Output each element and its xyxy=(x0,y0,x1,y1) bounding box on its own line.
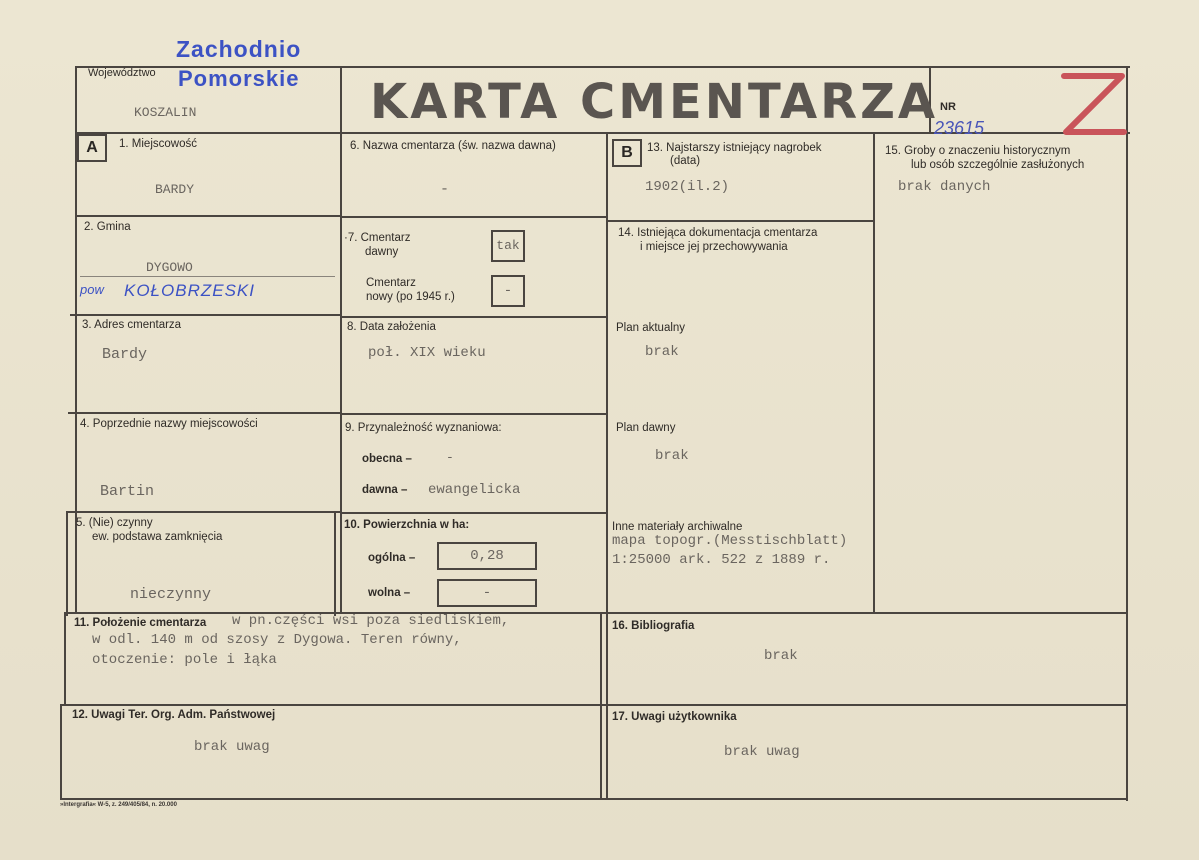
field-15-label-line2: lub osób szczególnie zasłużonych xyxy=(911,159,1085,171)
field-6-label: 6. Nazwa cmentarza (św. nazwa dawna) xyxy=(350,140,556,152)
inne-materialy-line1: mapa topogr.(Messtischblatt) xyxy=(612,533,848,549)
field-4-label: 4. Poprzednie nazwy miejscowości xyxy=(80,418,258,430)
field-2-hand-prefix: pow xyxy=(80,282,104,297)
field-9-dawna-label: dawna – xyxy=(362,484,408,496)
field-11-line3: otoczenie: pole i łąka xyxy=(92,652,277,668)
field-9-dawna-value: ewangelicka xyxy=(428,482,521,498)
field-17-value: brak uwag xyxy=(724,744,800,760)
field-13-label-line2: (data) xyxy=(670,155,701,167)
field-14-label-line2: i miejsce jej przechowywania xyxy=(640,241,788,253)
plan-aktualny-label: Plan aktualny xyxy=(616,322,686,334)
print-info-footer: »Intergrafia« W-5, z. 249/405/84, n. 20.000 xyxy=(60,802,177,808)
wojewodztwo-label: Województwo xyxy=(88,67,156,79)
field-9-obecna-label: obecna – xyxy=(362,453,412,465)
field-1-value: BARDY xyxy=(155,182,195,197)
field-12-label: 12. Uwagi Ter. Org. Adm. Państwowej xyxy=(72,709,276,721)
field-9-obecna-value: - xyxy=(446,450,454,465)
plan-dawny-value: brak xyxy=(655,448,689,464)
grid-line xyxy=(62,704,1128,706)
field-7-nowy-line2: nowy (po 1945 r.) xyxy=(366,291,455,303)
field-3-value: Bardy xyxy=(102,346,148,363)
field-12-value: brak uwag xyxy=(194,739,270,755)
field-6-value: - xyxy=(440,181,450,198)
section-a-marker: A xyxy=(77,134,107,162)
field-8-label: 8. Data założenia xyxy=(347,321,436,333)
field-13-value: 1902(il.2) xyxy=(645,179,730,195)
field-10-wolna-box: - xyxy=(437,579,537,607)
inne-materialy-line2: 1:25000 ark. 522 z 1889 r. xyxy=(612,552,831,568)
grid-line xyxy=(606,132,608,800)
field-11-label: 11. Położenie cmentarza xyxy=(74,617,207,629)
field-17-label: 17. Uwagi użytkownika xyxy=(612,711,737,723)
field-8-value: poł. XIX wieku xyxy=(368,345,486,361)
nr-label: NR xyxy=(940,101,956,113)
field-4-value: Bartin xyxy=(100,483,155,500)
field-16-label: 16. Bibliografia xyxy=(612,620,695,632)
grid-line xyxy=(66,511,68,616)
field-7-label-line1: ·7. Cmentarz xyxy=(344,232,411,244)
field-16-value: brak xyxy=(764,648,798,664)
field-2-value: DYGOWO xyxy=(146,260,193,275)
field-11-line2: w odl. 140 m od szosy z Dygowa. Teren równy, xyxy=(92,632,462,648)
field-10-wolna-label: wolna – xyxy=(368,587,411,599)
category-z-mark xyxy=(1058,70,1128,140)
field-15-label-line1: 15. Groby o znaczeniu historycznym xyxy=(885,145,1071,157)
field-1-label: 1. Miejscowość xyxy=(119,138,197,150)
field-7-nowy-box: - xyxy=(491,275,525,307)
grid-line xyxy=(64,612,66,706)
grid-line xyxy=(340,66,342,614)
wojewodztwo-value: KOSZALIN xyxy=(134,105,197,120)
grid-line xyxy=(873,132,875,614)
field-10-ogolna-label: ogólna – xyxy=(368,552,416,564)
field-7-dawny-box: tak xyxy=(491,230,525,262)
grid-line xyxy=(340,413,608,415)
field-14-label-line1: 14. Istniejąca dokumentacja cmentarza xyxy=(618,227,818,239)
grid-line xyxy=(340,216,608,218)
field-11-line1: w pn.części wsi poza siedliskiem, xyxy=(232,613,510,629)
field-5-value: nieczynny xyxy=(130,586,212,603)
grid-line xyxy=(75,215,341,217)
field-7-nowy-line1: Cmentarz xyxy=(366,277,416,289)
field-15-value: brak danych xyxy=(898,179,991,195)
grid-line xyxy=(340,316,608,318)
field-2-label: 2. Gmina xyxy=(84,221,131,233)
plan-aktualny-value: brak xyxy=(645,344,679,360)
grid-line xyxy=(60,798,1128,800)
field-13-label-line1: 13. Najstarszy istniejący nagrobek xyxy=(647,142,822,154)
field-9-label: 9. Przynależność wyznaniowa: xyxy=(345,422,502,434)
region-stamp-line1: Zachodnio xyxy=(176,36,302,62)
section-b-marker: B xyxy=(612,139,642,167)
field-10-ogolna-box: 0,28 xyxy=(437,542,537,570)
plan-dawny-label: Plan dawny xyxy=(616,422,676,434)
grid-line xyxy=(340,512,608,514)
grid-line xyxy=(600,612,602,800)
grid-line xyxy=(1126,66,1128,801)
field-5-label-line2: ew. podstawa zamknięcia xyxy=(92,531,223,543)
inne-materialy-label: Inne materiały archiwalne xyxy=(612,521,743,533)
grid-line xyxy=(64,612,1128,614)
grid-line xyxy=(60,704,62,800)
field-10-label: 10. Powierzchnia w ha: xyxy=(344,519,470,531)
field-2-hand-value: KOŁOBRZESKI xyxy=(124,281,255,300)
nr-value: 23615 xyxy=(934,118,985,138)
grid-line xyxy=(334,512,336,616)
field-2-rule xyxy=(80,276,335,277)
region-stamp-line2: Pomorskie xyxy=(178,66,300,91)
grid-line xyxy=(606,220,874,222)
grid-line xyxy=(70,314,341,316)
field-5-label-line1: 5. (Nie) czynny xyxy=(76,517,153,529)
page-title: KARTA CMENTARZA xyxy=(370,74,939,130)
grid-line xyxy=(68,412,341,414)
grid-line xyxy=(66,511,341,513)
field-7-label-line2: dawny xyxy=(365,246,399,258)
field-3-label: 3. Adres cmentarza xyxy=(82,319,182,331)
